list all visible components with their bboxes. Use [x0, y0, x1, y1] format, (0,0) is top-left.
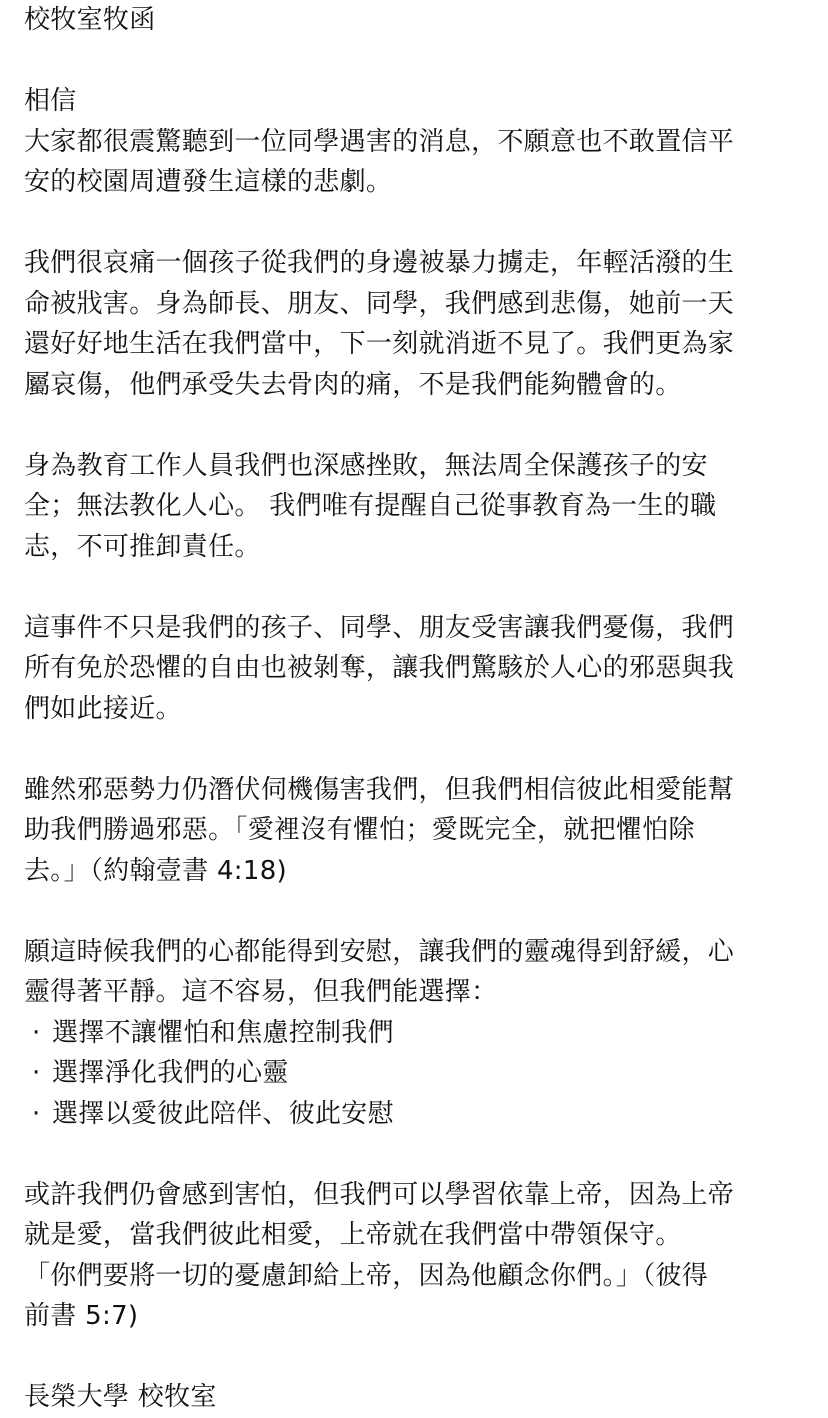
paragraph-line: 身為教育工作人員我們也深感挫敗，無法周全保護孩子的安	[24, 450, 708, 481]
paragraph-line: 所有免於恐懼的自由也被剝奪，讓我們驚駭於人心的邪惡與我	[24, 653, 735, 683]
bullet-dot: ·	[32, 1058, 41, 1088]
paragraph-line: 全；無法教化人心。 我們唯有提醒自己從事教育為一生的職	[24, 491, 717, 521]
paragraph-gap	[24, 1134, 814, 1175]
paragraph-line: 助我們勝過邪惡。「愛裡沒有懼怕；愛既完全，就把懼怕除	[24, 815, 695, 845]
paragraph-gap	[24, 203, 814, 244]
paragraph-gap	[24, 729, 814, 770]
paragraph-gap	[24, 891, 814, 932]
paragraph-line: 願這時候我們的心都能得到安慰，讓我們的靈魂得到舒緩，心	[24, 936, 735, 967]
paragraph-line: 大家都很震驚聽到一位同學遇害的消息，不願意也不敢置信平	[24, 126, 735, 157]
list-item	[24, 1094, 814, 1135]
paragraph-line: 還好好地生活在我們當中，下一刻就消逝不見了。我們更為家	[24, 329, 735, 359]
paragraph-line: 「你們要將一切的憂慮卸給上帝，因為他顧念你們。」（彼得	[24, 1260, 709, 1291]
list-item-text: 選擇不讓懼怕和焦慮控制我們	[52, 1017, 394, 1048]
paragraph-line: 雖然邪惡勢力仍潛伏伺機傷害我們，但我們相信彼此相愛能幫	[24, 774, 735, 805]
paragraph-line: 屬哀傷，他們承受失去骨肉的痛，不是我們能夠體會的。	[24, 369, 682, 400]
paragraph-line: 前書 5:7)	[24, 1301, 139, 1331]
paragraph-line: 我們很哀痛一個孩子從我們的身邊被暴力擄走，年輕活潑的生	[24, 248, 735, 278]
paragraph-line: 命被戕害。身為師長、朋友、同學，我們感到悲傷，她前一天	[24, 288, 735, 319]
paragraph-line: 或許我們仍會感到害怕，但我們可以學習依靠上帝，因為上帝	[24, 1179, 735, 1210]
paragraph-line: 安的校園周遭發生這樣的悲劇。	[24, 167, 393, 197]
paragraph-line: 就是愛，當我們彼此相愛，上帝就在我們當中帶領保守。	[24, 1220, 682, 1250]
paragraph-gap	[24, 41, 814, 82]
bullet-dot: ·	[32, 1017, 41, 1048]
paragraph-gap	[24, 1337, 814, 1378]
list-item	[24, 1053, 814, 1094]
paragraph-line: 們如此接近。	[24, 693, 182, 724]
letter-opening: 相信	[24, 86, 77, 116]
list-item-text: 選擇淨化我們的心靈	[52, 1058, 289, 1088]
paragraph-line: 去。」（約翰壹書 4:18)	[24, 855, 287, 886]
paragraph-line: 這事件不只是我們的孩子、同學、朋友受害讓我們憂傷，我們	[24, 612, 735, 643]
paragraph-gap	[24, 567, 814, 608]
bullet-dot: ·	[32, 1098, 41, 1129]
paragraph-gap	[24, 405, 814, 446]
letter-document	[24, 0, 814, 1418]
letter-signature: 長榮大學 校牧室	[24, 1382, 217, 1412]
letter-title: 校牧室牧函	[24, 5, 156, 35]
paragraph-line: 靈得著平靜。這不容易，但我們能選擇：	[24, 977, 498, 1007]
paragraph-line: 志，不可推卸責任。	[24, 531, 261, 562]
list-item-text: 選擇以愛彼此陪伴、彼此安慰	[52, 1098, 394, 1129]
list-item	[24, 1013, 814, 1054]
